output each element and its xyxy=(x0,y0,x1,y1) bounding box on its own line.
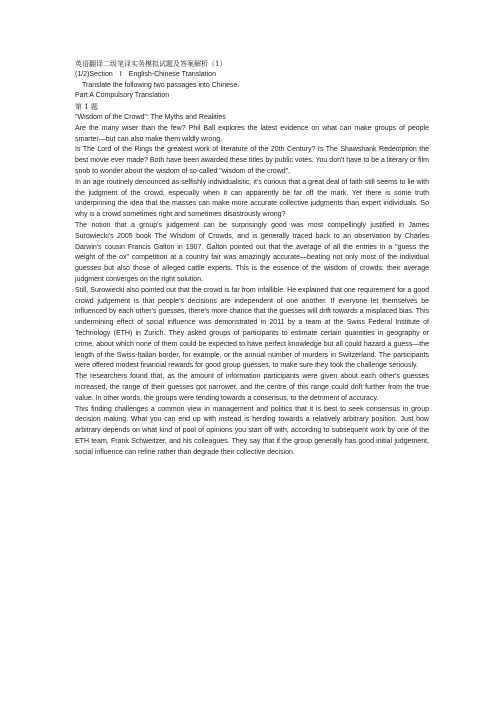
paragraph: Is The Lord of the Rings the greatest work of literature of the 20th Century? Is The Shawshank Redemption the best movie ever made? Both have been awarded these titles by public votes. You don't have to be a literary or film snob to wonder about the wisdom of so-called "wisdom of the crowd", xyxy=(75,146,429,175)
instruction-text: Translate the following two passages into Chinese. xyxy=(82,81,240,89)
paragraph: Are the many wiser than the few? Phil Ball explores the latest evidence on what can make groups of people smarter—but can also make them wildly wrong. xyxy=(75,124,429,143)
paragraph: Still, Surowiecki also pointed out that the crowd is far from infallible. He explained that one requirement for a good crowd judgement is that people's decisions are independent of one another. If everyone let themselves be influenced by each other's guesses, there's more chance that the guesses will drift towards a misplaced bias. This undermining effect of social influence was demonstrated in 2011 by a team at the Swiss Federal Institute of Technology (ETH) in Zurich. They asked groups of participants to estimate certain quantities in geography or crime, about which none of them could be expected to have perfect knowledge but all could hazard a guess—the length of the Swiss-Italian border, for example, or the annual number of murders in Switzerland. The participants were offered modest financial rewards for good group guesses, to make sure they took the challenge seriously. xyxy=(75,286,429,370)
paragraph: The notion that a group's judgement can be surprisingly good was most compellingly justified in James Surowiecki's 2005 book The Wisdom of Crowds, and is generally traced back to an observation by Charles Darwin's cousin Francis Galton in 1907. Galton pointed out that the average of all the entries in a "guess the weight of the ox" competition at a country fair was amazingly accurate—beating not only most of the individual guesses but also those of alleged cattle experts. This is the essence of the wisdom of crowds: their average judgment converges on the right solution. xyxy=(75,221,429,283)
document-page xyxy=(75,59,429,458)
paragraph: In an age routinely denounced as selfishly individualistic, it's curious that a great deal of faith still seems to lie with the judgment of the crowd, especially when it can apparently be far off the mark. Yet there is some truth underpinning the idea that the masses can make more accurate collective judgments than expert individuals. So why is a crowd sometimes right and sometimes disastrously wrong? xyxy=(75,178,429,219)
part-heading: Part A Compulsory Translation xyxy=(75,92,170,100)
article-title: "Wisdom of the Crowd": The Myths and Realities xyxy=(75,113,226,121)
section-heading: (1/2)Section Ⅰ English-Chinese Translation xyxy=(75,70,216,78)
paragraph: This finding challenges a common view in management and politics that it is best to seek consensus in group decision making. What you can end up with instead is herding towards a relatively arbitrary position. Just how arbitrary depends on what kind of pool of opinions you start off with, according to subsequent work by one of the ETH team, Frank Schweitzer, and his colleagues. They say that if the group generally has good initial judgement, social influence can refine rather than degrade their collective decision. xyxy=(75,405,429,456)
document-title: 英语翻译二级笔译实务模拟试题及答案解析（1） xyxy=(75,60,227,68)
paragraph: The researchers found that, as the amount of information participants were given about each other's guesses increased, the range of their guesses got narrower, and the centre of this range could drift further from the true value. In other words, the groups were tending towards a consensus, to the detriment of accuracy. xyxy=(75,373,429,402)
question-number: 第 1 题 xyxy=(75,103,98,112)
